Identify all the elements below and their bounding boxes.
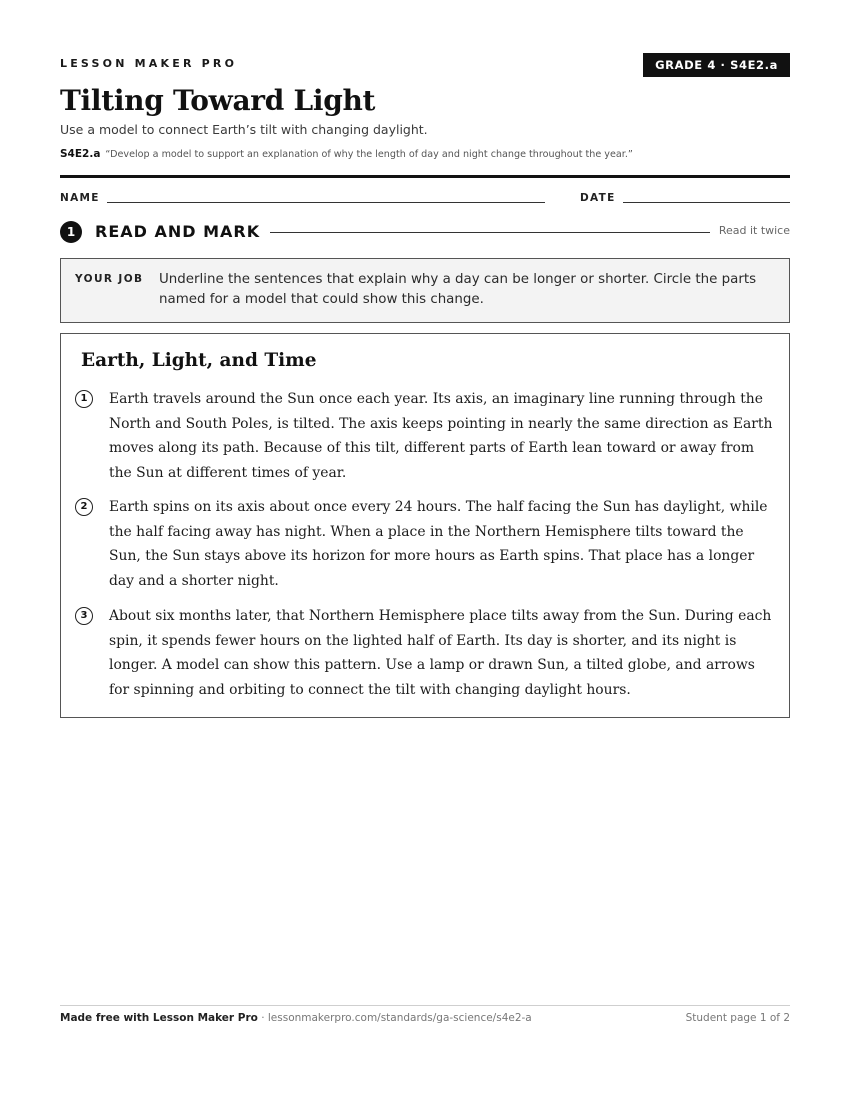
header-divider [60,175,790,178]
paragraph-number: 2 [75,498,93,516]
worksheet-page [60,0,790,1100]
paragraph-text: Earth spins on its axis about once every 24 hours. The half facing the Sun has daylight, while the half facing away has night. When a place in the Northern Hemisphere tilts toward the Sun, the Sun stays above its horizon for more hours as Earth spins. That place has a longer day and a shorter night. [109,499,768,589]
footer-brand: Made free with Lesson Maker Pro [60,1012,258,1024]
passage-title: Earth, Light, and Time [81,350,317,371]
footer-url[interactable]: lessonmakerpro.com/standards/ga-science/s4e2-a [267,1012,532,1024]
page-number: Student page 1 of 2 [685,1012,790,1024]
page-subtitle: Use a model to connect Earth’s tilt with changing daylight. [60,122,428,137]
footer-divider [60,1005,790,1006]
section-divider [270,232,710,233]
standard-code: S4E2.a [60,148,101,160]
instructions-label: YOUR JOB [75,273,144,285]
paragraph-number: 1 [75,390,93,408]
date-field[interactable] [623,202,790,203]
paragraph-text: Earth travels around the Sun once each year. Its axis, an imaginary line running through the North and South Poles, is tilted. The axis keeps pointing in nearly the same direction as Earth moves along its path. Because of this tilt, different parts of Earth lean toward or away from the Sun at different times of year. [109,391,773,481]
brand-name: LESSON MAKER PRO [60,57,238,70]
paragraph-text: About six months later, that Northern Hemisphere place tilts away from the Sun. During each spin, it spends fewer hours on the lighted half of Earth. Its day is shorter, and its night is longer. A model can show this pattern. Use a lamp or drawn Sun, a tilted globe, and arrows for spinning and orbiting to connect the tilt with changing daylight hours. [109,608,772,698]
footer-credit [60,1012,532,1024]
instructions-box [60,258,790,323]
standard-line [60,148,633,160]
name-field[interactable] [107,202,545,203]
paragraph-number: 3 [75,607,93,625]
footer-separator: · [257,1012,268,1024]
section-title: READ AND MARK [95,222,261,241]
page-title: Tilting Toward Light [60,84,376,117]
name-label: NAME [60,192,100,204]
date-label: DATE [580,192,616,204]
reading-passage [60,333,790,718]
section-number-badge: 1 [60,221,82,243]
grade-badge: GRADE 4 · S4E2.a [643,53,790,77]
instructions-text: Underline the sentences that explain why a day can be longer or shorter. Circle the parts named for a model that could show this change. [159,272,757,307]
standard-text: “Develop a model to support an explanation of why the length of day and night change throughout the year.” [105,149,633,160]
section-note: Read it twice [718,224,790,237]
